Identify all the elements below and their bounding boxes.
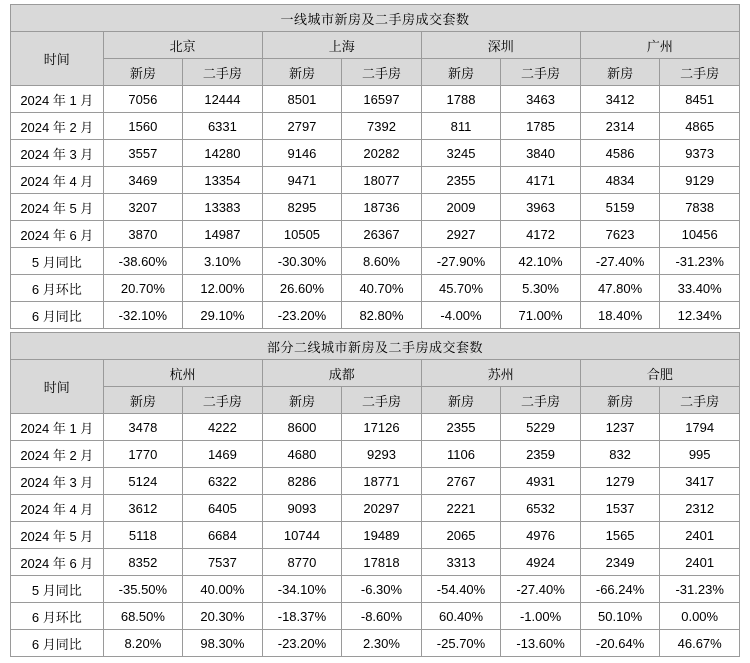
cell-percent: -35.50%	[103, 576, 183, 603]
column-subheader: 二手房	[183, 59, 263, 86]
cell-percent: 50.10%	[580, 603, 660, 630]
cell-number: 1237	[580, 414, 660, 441]
column-subheader: 二手房	[501, 387, 581, 414]
cell-percent: -18.37%	[262, 603, 342, 630]
row-label: 6 月同比	[11, 302, 104, 329]
cell-percent: 68.50%	[103, 603, 183, 630]
table-row	[11, 549, 740, 576]
data-table	[10, 4, 740, 329]
cell-percent: 20.30%	[183, 603, 263, 630]
cell-number: 995	[660, 441, 740, 468]
cell-number: 9373	[660, 140, 740, 167]
row-label: 6 月环比	[11, 275, 104, 302]
row-label: 5 月同比	[11, 576, 104, 603]
cell-number: 6322	[183, 468, 263, 495]
cell-percent: -1.00%	[501, 603, 581, 630]
cell-number: 1106	[421, 441, 501, 468]
cell-number: 3245	[421, 140, 501, 167]
tables-container	[10, 4, 740, 657]
cell-percent: 18.40%	[580, 302, 660, 329]
cell-number: 4171	[501, 167, 581, 194]
cell-percent: 46.67%	[660, 630, 740, 657]
cell-percent: 8.60%	[342, 248, 422, 275]
cell-percent: -54.40%	[421, 576, 501, 603]
cell-number: 5229	[501, 414, 581, 441]
cell-number: 8770	[262, 549, 342, 576]
cell-number: 4834	[580, 167, 660, 194]
cell-number: 832	[580, 441, 660, 468]
cell-number: 8352	[103, 549, 183, 576]
table-title: 一线城市新房及二手房成交套数	[11, 5, 740, 32]
row-label: 2024 年 5 月	[11, 522, 104, 549]
row-label: 6 月环比	[11, 603, 104, 630]
row-label: 2024 年 4 月	[11, 167, 104, 194]
cell-percent: 45.70%	[421, 275, 501, 302]
cell-number: 2927	[421, 221, 501, 248]
cell-number: 1537	[580, 495, 660, 522]
cell-number: 13383	[183, 194, 263, 221]
cell-number: 5118	[103, 522, 183, 549]
cell-number: 8600	[262, 414, 342, 441]
cell-number: 3463	[501, 86, 581, 113]
cell-number: 1565	[580, 522, 660, 549]
cell-number: 4172	[501, 221, 581, 248]
cell-percent: 42.10%	[501, 248, 581, 275]
cell-number: 2355	[421, 414, 501, 441]
cell-percent: 8.20%	[103, 630, 183, 657]
cell-number: 8286	[262, 468, 342, 495]
cell-percent: 20.70%	[103, 275, 183, 302]
column-subheader: 二手房	[660, 59, 740, 86]
column-header-city: 合肥	[580, 360, 739, 387]
table-row	[11, 522, 740, 549]
table-row	[11, 221, 740, 248]
cell-percent: -27.40%	[501, 576, 581, 603]
row-label: 2024 年 1 月	[11, 414, 104, 441]
cell-number: 3313	[421, 549, 501, 576]
cell-percent: -25.70%	[421, 630, 501, 657]
cell-number: 2401	[660, 549, 740, 576]
cell-percent: -34.10%	[262, 576, 342, 603]
cell-number: 2312	[660, 495, 740, 522]
cell-number: 2767	[421, 468, 501, 495]
cell-number: 1785	[501, 113, 581, 140]
table-row	[11, 194, 740, 221]
column-subheader: 新房	[580, 59, 660, 86]
cell-percent: -27.40%	[580, 248, 660, 275]
cell-number: 7056	[103, 86, 183, 113]
cell-percent: 60.40%	[421, 603, 501, 630]
cell-number: 3557	[103, 140, 183, 167]
cell-percent: 12.00%	[183, 275, 263, 302]
cell-percent: 98.30%	[183, 630, 263, 657]
table-row	[11, 248, 740, 275]
column-subheader: 二手房	[342, 59, 422, 86]
cell-number: 3207	[103, 194, 183, 221]
cell-number: 3478	[103, 414, 183, 441]
column-header-city: 深圳	[421, 32, 580, 59]
row-label: 5 月同比	[11, 248, 104, 275]
cell-number: 8451	[660, 86, 740, 113]
cell-percent: 71.00%	[501, 302, 581, 329]
cell-number: 1560	[103, 113, 183, 140]
cell-number: 6532	[501, 495, 581, 522]
cell-number: 2349	[580, 549, 660, 576]
cell-number: 6331	[183, 113, 263, 140]
column-header-city: 北京	[103, 32, 262, 59]
cell-number: 4222	[183, 414, 263, 441]
cell-number: 14280	[183, 140, 263, 167]
row-label: 2024 年 3 月	[11, 468, 104, 495]
row-label: 2024 年 6 月	[11, 221, 104, 248]
cell-percent: 5.30%	[501, 275, 581, 302]
cell-number: 2359	[501, 441, 581, 468]
cell-number: 18736	[342, 194, 422, 221]
table-row	[11, 86, 740, 113]
row-label: 2024 年 2 月	[11, 113, 104, 140]
cell-number: 2355	[421, 167, 501, 194]
cell-number: 17818	[342, 549, 422, 576]
data-table	[10, 332, 740, 657]
cell-number: 3612	[103, 495, 183, 522]
cell-number: 9293	[342, 441, 422, 468]
cell-percent: 2.30%	[342, 630, 422, 657]
cell-number: 4931	[501, 468, 581, 495]
cell-percent: 12.34%	[660, 302, 740, 329]
cell-number: 811	[421, 113, 501, 140]
row-label: 2024 年 6 月	[11, 549, 104, 576]
column-header-time: 时间	[11, 360, 104, 414]
cell-number: 18771	[342, 468, 422, 495]
cell-percent: -23.20%	[262, 302, 342, 329]
table-row	[11, 603, 740, 630]
cell-number: 4586	[580, 140, 660, 167]
cell-percent: -13.60%	[501, 630, 581, 657]
cell-percent: 0.00%	[660, 603, 740, 630]
row-label: 2024 年 1 月	[11, 86, 104, 113]
cell-percent: 40.00%	[183, 576, 263, 603]
table-row	[11, 113, 740, 140]
cell-number: 14987	[183, 221, 263, 248]
cell-number: 2065	[421, 522, 501, 549]
cell-percent: -32.10%	[103, 302, 183, 329]
cell-percent: 26.60%	[262, 275, 342, 302]
column-header-city: 杭州	[103, 360, 262, 387]
row-label: 2024 年 3 月	[11, 140, 104, 167]
column-header-city: 苏州	[421, 360, 580, 387]
cell-percent: -66.24%	[580, 576, 660, 603]
table-row	[11, 576, 740, 603]
table-row	[11, 441, 740, 468]
cell-number: 5159	[580, 194, 660, 221]
column-subheader: 新房	[262, 59, 342, 86]
cell-percent: -20.64%	[580, 630, 660, 657]
table-row	[11, 167, 740, 194]
cell-number: 5124	[103, 468, 183, 495]
cell-percent: -4.00%	[421, 302, 501, 329]
column-subheader: 二手房	[660, 387, 740, 414]
cell-percent: -38.60%	[103, 248, 183, 275]
cell-percent: 47.80%	[580, 275, 660, 302]
cell-number: 19489	[342, 522, 422, 549]
cell-number: 3469	[103, 167, 183, 194]
cell-number: 7838	[660, 194, 740, 221]
cell-number: 6684	[183, 522, 263, 549]
cell-number: 18077	[342, 167, 422, 194]
cell-number: 16597	[342, 86, 422, 113]
table-row	[11, 414, 740, 441]
table-row	[11, 495, 740, 522]
cell-number: 6405	[183, 495, 263, 522]
cell-number: 2221	[421, 495, 501, 522]
column-subheader: 新房	[262, 387, 342, 414]
column-subheader: 新房	[421, 59, 501, 86]
cell-number: 3963	[501, 194, 581, 221]
cell-number: 10744	[262, 522, 342, 549]
column-subheader: 新房	[421, 387, 501, 414]
column-header-city: 广州	[580, 32, 739, 59]
cell-number: 1770	[103, 441, 183, 468]
cell-number: 9471	[262, 167, 342, 194]
cell-number: 17126	[342, 414, 422, 441]
cell-percent: -6.30%	[342, 576, 422, 603]
cell-number: 4680	[262, 441, 342, 468]
column-subheader: 新房	[103, 59, 183, 86]
cell-number: 8501	[262, 86, 342, 113]
cell-number: 4865	[660, 113, 740, 140]
cell-percent: 29.10%	[183, 302, 263, 329]
column-header-city: 上海	[262, 32, 421, 59]
table-row	[11, 140, 740, 167]
column-subheader: 二手房	[183, 387, 263, 414]
row-label: 6 月同比	[11, 630, 104, 657]
cell-number: 10505	[262, 221, 342, 248]
row-label: 2024 年 5 月	[11, 194, 104, 221]
row-label: 2024 年 4 月	[11, 495, 104, 522]
cell-percent: 40.70%	[342, 275, 422, 302]
cell-number: 7392	[342, 113, 422, 140]
cell-number: 3870	[103, 221, 183, 248]
cell-number: 20297	[342, 495, 422, 522]
cell-percent: -23.20%	[262, 630, 342, 657]
cell-number: 1794	[660, 414, 740, 441]
cell-number: 4924	[501, 549, 581, 576]
cell-percent: -30.30%	[262, 248, 342, 275]
column-subheader: 新房	[580, 387, 660, 414]
cell-number: 26367	[342, 221, 422, 248]
cell-number: 3412	[580, 86, 660, 113]
cell-number: 10456	[660, 221, 740, 248]
cell-number: 3840	[501, 140, 581, 167]
cell-percent: 3.10%	[183, 248, 263, 275]
cell-number: 9146	[262, 140, 342, 167]
cell-percent: -31.23%	[660, 576, 740, 603]
table-title: 部分二线城市新房及二手房成交套数	[11, 333, 740, 360]
cell-number: 2314	[580, 113, 660, 140]
cell-number: 4976	[501, 522, 581, 549]
cell-number: 7623	[580, 221, 660, 248]
cell-number: 2797	[262, 113, 342, 140]
cell-percent: -27.90%	[421, 248, 501, 275]
row-label: 2024 年 2 月	[11, 441, 104, 468]
column-header-city: 成都	[262, 360, 421, 387]
cell-number: 2009	[421, 194, 501, 221]
cell-percent: 33.40%	[660, 275, 740, 302]
cell-number: 1469	[183, 441, 263, 468]
cell-number: 8295	[262, 194, 342, 221]
cell-number: 12444	[183, 86, 263, 113]
cell-number: 3417	[660, 468, 740, 495]
cell-number: 20282	[342, 140, 422, 167]
cell-number: 9129	[660, 167, 740, 194]
column-subheader: 二手房	[501, 59, 581, 86]
cell-percent: -8.60%	[342, 603, 422, 630]
column-subheader: 新房	[103, 387, 183, 414]
cell-number: 1279	[580, 468, 660, 495]
cell-number: 7537	[183, 549, 263, 576]
cell-number: 9093	[262, 495, 342, 522]
table-row	[11, 630, 740, 657]
column-subheader: 二手房	[342, 387, 422, 414]
cell-percent: -31.23%	[660, 248, 740, 275]
table-row	[11, 468, 740, 495]
column-header-time: 时间	[11, 32, 104, 86]
table-row	[11, 275, 740, 302]
table-row	[11, 302, 740, 329]
cell-number: 13354	[183, 167, 263, 194]
cell-number: 2401	[660, 522, 740, 549]
cell-number: 1788	[421, 86, 501, 113]
cell-percent: 82.80%	[342, 302, 422, 329]
